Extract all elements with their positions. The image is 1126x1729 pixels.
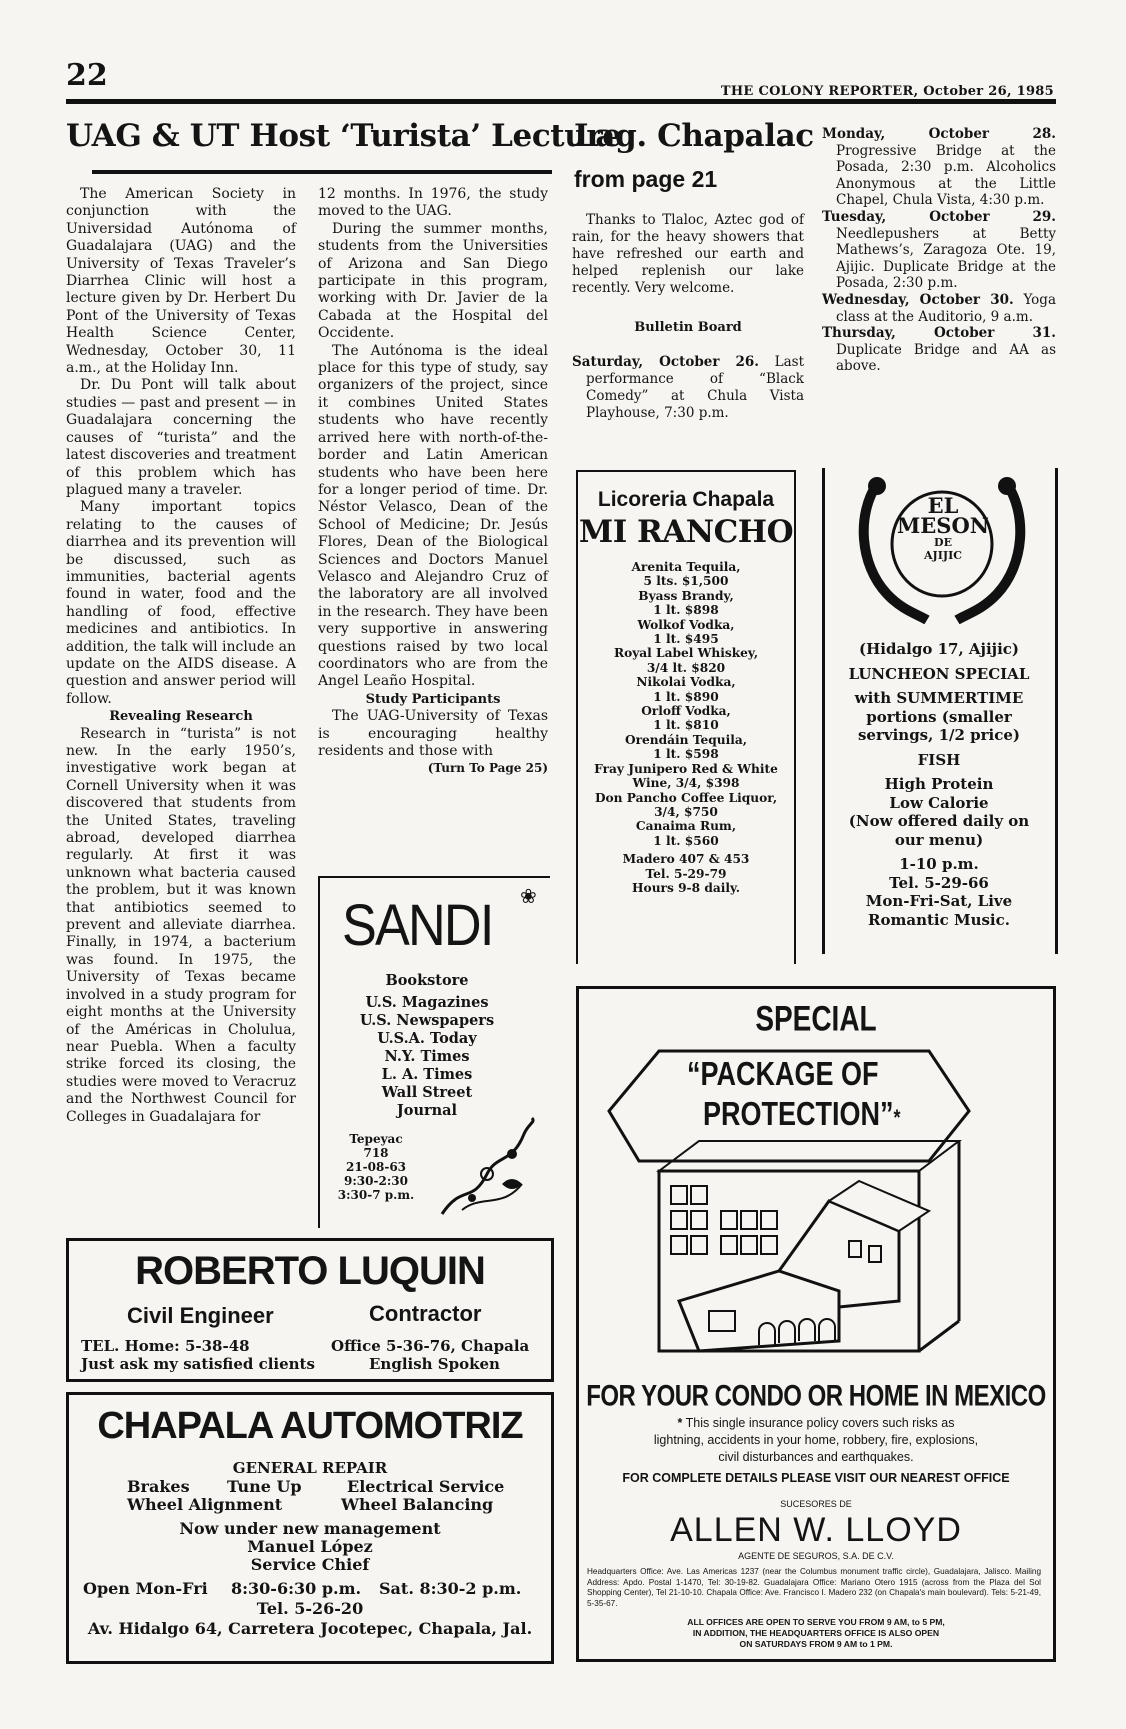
header-rule [66,99,1056,104]
meson-logo-line: AJIJIC [924,549,962,562]
subhead-study-participants: Study Participants [365,691,501,707]
rancho-item: Fray Junipero Red & White Wine, 3/4, $398 [594,761,778,791]
bulletin-event [822,126,1056,209]
insurance-special: SPECIAL [755,999,877,1038]
auto-service: Brakes [127,1477,190,1496]
insurance-headline: FOR YOUR CONDO OR HOME IN MEXICO [586,1379,1046,1413]
meson-calorie: Low Calorie [889,793,989,812]
headline-rule [92,170,552,174]
chapalac-from-page: from page 21 [574,166,718,192]
meson-logo-text [883,493,1003,562]
chapalac-intro: Thanks to Tlaloc, Aztec god of rain, for the heavy showers that have refreshed our earth and helped replenish our lake recently. Very welcome. [572,212,804,296]
rancho-address: Madero 407 & 453 [622,852,750,867]
luquin-role-2: Contractor [369,1301,482,1326]
fine-line: lightning, accidents in your home, robbery, fire, explosions, [653,1433,979,1447]
rancho-item: Orloff Vodka, 1 lt. $810 [641,704,731,733]
sandi-item: U.S.A. Today [377,1030,477,1047]
rancho-price-list [578,560,794,895]
article-column-1 [66,186,296,1126]
sandi-item: U.S. Magazines [365,994,489,1011]
event-day: Saturday, October 26. [572,354,759,370]
meson-with: with SUMMERTIME portions (smaller servings, 1/2 price) [854,689,1024,744]
rancho-item: Nikolai Vodka, 1 lt. $890 [636,675,736,704]
luquin-english: English Spoken [369,1355,500,1373]
rancho-item: Orendáin Tequila, 1 lt. $598 [624,732,747,762]
rancho-name: MI RANCHO [578,514,794,550]
meson-hours: 1-10 p.m. [899,855,979,873]
luquin-role-1: Civil Engineer [127,1303,274,1328]
auto-open: Open Mon-Fri [83,1579,208,1598]
auto-address: Av. Hidalgo 64, Carretera Jocotepec, Chapala, Jal. [87,1619,533,1638]
insurance-fine [579,1415,1053,1466]
auto-name: CHAPALA AUTOMOTRIZ [97,1405,523,1447]
insurance-offices: Headquarters Office: Ave. Las Americas 1237 (near the Columbus monument traffic circle), Guadalajara, Jalisco. Mailing Address: Apdo. Postal 1-1470, Tel: 30-19-82. Guadalajara Office: Mariano Otero 1915 (across from the Plaza del Sol Shopping Center), Tel 21-10-10. Chapala Office: Ave. Francisco I. Madero 232 (on Chapala's main boulevard). Tels: 5-21-49, 5-35-67. [587,1567,1041,1608]
sandi-address: Tepeyac 718 21-08-63 9:30-2:30 3:30-7 p.m. [337,1132,415,1202]
chapalac-body [572,212,804,422]
rancho-store-name: Licoreria Chapala [597,488,775,511]
auto-repair: GENERAL REPAIR [232,1459,388,1477]
fine-line: * This single insurance policy covers such risks as [677,1416,955,1430]
meson-fish: FISH [917,750,961,769]
meson-logo-line: DE [934,536,952,549]
auto-mgmt: Now under new management [179,1519,441,1538]
event-day: Wednesday, October 30. [822,291,1014,308]
article-column-2 [318,186,548,778]
snowflake-icon: ❀ [520,884,537,908]
event-day: Thursday, October 31. [822,325,1056,342]
auto-tel: Tel. 5-26-20 [256,1599,364,1618]
meson-address: (Hidalgo 17, Ajijic) [858,640,1020,658]
auto-sat: Sat. 8:30-2 p.m. [379,1579,522,1598]
bulletin-event [822,292,1056,325]
sandi-ad [318,876,550,1228]
auto-hours: 8:30-6:30 p.m. [231,1579,362,1598]
auto-service: Wheel Alignment [127,1495,283,1514]
rancho-hours: Hours 9-8 daily. [632,880,740,895]
sandi-item: N.Y. Times [384,1048,470,1065]
fish-head [868,477,886,495]
sandi-item: Wall Street Journal [381,1084,473,1119]
event-day: Tuesday, October 29. [822,208,1056,225]
luquin-name: ROBERTO LUQUIN [135,1249,485,1293]
bulletin-event [822,325,1056,375]
article-paragraph: During the summer months, students from the Universities of Arizona and San Diego participate in this program, working with Dr. Javier de la Cabada at the Hospital del Occidente. [318,220,548,342]
bulletin-event [572,354,804,422]
sandi-item: U.S. Newspapers [359,1012,495,1029]
auto-service: Electrical Service [347,1477,505,1496]
el-meson-ad [822,468,1058,954]
bulletin-event [822,209,1056,292]
meson-logo-line: EL [927,493,959,518]
meson-body [835,640,1043,929]
auto-service: Wheel Balancing [341,1495,494,1514]
masthead: THE COLONY REPORTER, October 26, 1985 [720,84,1054,99]
chapalac-body-2 [822,126,1056,375]
article-paragraph: Dr. Du Pont will talk about studies — past and present — in Guadalajara concerning the causes of “turista” and the latest discoveries and treatment of this problem which has plagued many a traveler. [66,377,296,498]
article-paragraph: Many important topics relating to the causes of diarrhea and its prevention will be discussed, such as immunities, bacterial agents found in water, food and the handling of food, effective medicines and antibiotics. In addition, the talk will include an update on the AIDS disease. A question and answer period will follow. [66,499,296,707]
flourish-ornament [432,1114,542,1224]
luquin-tel: TEL. Home: 5-38-48 [81,1337,250,1355]
article-paragraph: 12 months. In 1976, the study moved to the UAG. [318,186,548,220]
event-text: Last performance of “Black Comedy” at Chula Vista Playhouse, 7:30 p.m. [586,354,804,421]
article-paragraph: The Autónoma is the ideal place for this type of study, say organizers of the project, since it combines United States students who have recently arrived here with north-of-the-border and Latin American students who have been here for a longer period of time. Dr. Néstor Velasco, Dean of the School of Medicine; Dr. Jesús Flores, Dean of the Biological Sciences and Doctors Manuel Velasco and Alejandro Cruz of the laboratory are all involved in the research. They have been very supportive in answering questions raised by two local coordinators who are from the Angel Leaño Hospital. [318,342,548,690]
rancho-tel: Tel. 5-29-79 [645,866,727,881]
luquin-office: Office 5-36-76, Chapala [331,1337,530,1355]
luquin-ad [66,1238,554,1382]
event-day: Monday, October 28. [822,126,1056,142]
insurance-hours: ALL OFFICES ARE OPEN TO SERVE YOU FROM 9 AM, to 5 PM, IN ADDITION, THE HEADQUARTERS OFFICE IS ALSO OPEN ON SATURDAYS FROM 9 AM to 1 PM. [687,1617,945,1649]
fish-head [998,477,1016,495]
insurance-ad [576,986,1056,1662]
chapalac-headline: Lag. Chapalac [574,118,814,154]
package-line-2: PROTECTION”* [703,1095,901,1133]
sandi-kind: Bookstore [385,972,469,989]
rancho-item: Byass Brandy, 1 lt. $898 [638,588,734,618]
meson-logo-line: MESON [897,513,989,538]
meson-protein: High Protein [884,775,994,793]
meson-offered: (Now offered daily on our menu) [848,812,1030,849]
rancho-item: Arenita Tequila, 5 lts. $1,500 [631,560,741,589]
luquin-ask: Just ask my satisfied clients [81,1355,315,1373]
sandi-name: SANDI [342,893,493,958]
bulletin-board-title: Bulletin Board [634,320,742,335]
insurance-company: ALLEN W. LLOYD [670,1511,962,1549]
insurance-details: FOR COMPLETE DETAILS PLEASE VISIT OUR NEAREST OFFICE [622,1471,1010,1485]
page-number: 22 [66,58,108,93]
asterisk-icon: * [677,1416,683,1430]
asterisk-icon: * [893,1105,901,1130]
article-paragraph: The American Society in conjunction with the Universidad Autónoma of Guadalajara (UAG) and the University of Texas Traveler’s Diarrhea Clinic will host a lecture given by Dr. Herbert Du Pont of the University of Texas Health Science Center, Wednesday, October 30, 11 a.m., at the Holiday Inn. [66,186,296,377]
event-text: Duplicate Bridge and AA as above. [836,341,1056,375]
event-text: Needlepushers at Betty Mathews’s, Zaragoza Ote. 19, Ajijic. Duplicate Bridge at the Posada, 2:30 p.m. [836,225,1056,292]
sandi-item: L. A. Times [381,1066,473,1083]
insurance-sucesores: SUCESORES DE [780,1499,852,1509]
meson-music: Mon-Fri-Sat, Live Romantic Music. [865,892,1013,929]
rancho-item: Royal Label Whiskey, 3/4 lt. $820 [613,646,759,675]
meson-special: LUNCHEON SPECIAL [848,664,1030,683]
rancho-item: Don Pancho Coffee Liquor, 3/4, $750 [594,790,778,819]
article-paragraph: Research in “turista” is not new. In the early 1950’s, investigative work began at Cornell University when it was discovered that students from the United States, traveling abroad, developed diarrhea regularly. At first it was unknown what bacteria caused the problem, but it was known that antibiotics seemed to prevent and alleviate diarrhea. Finally, in 1974, a bacterium was found. In 1975, the University of Texas became involved in a study program for eight months at the University of the Américas in Cholulua, near Puebla. When a faculty strike forced its closing, the studies were moved to Veracruz and the Northwest Council for Colleges in Guadalajara for [66,725,296,1125]
rancho-item: Canaima Rum, 1 lt. $560 [635,819,737,848]
auto-manager: Manuel López [247,1537,373,1556]
meson-tel: Tel. 5-29-66 [889,873,989,892]
mi-rancho-ad [576,470,796,964]
package-line-1: “PACKAGE OF [687,1055,879,1093]
subhead-revealing-research: Revealing Research [109,709,253,725]
event-text: Yoga class at the Auditorio, 9 a.m. [836,291,1056,325]
fine-line: civil disturbances and earthquakes. [718,1450,914,1464]
article-headline: UAG & UT Host ‘Turista’ Lecture [66,118,622,154]
auto-service: Tune Up [227,1477,302,1496]
sandi-list [320,972,534,1120]
rancho-item: Wolkof Vodka, 1 lt. $495 [637,617,735,647]
automotriz-ad [66,1392,554,1664]
jump-line: (Turn To Page 25) [427,761,548,776]
auto-chief: Service Chief [250,1555,370,1574]
event-text: Progressive Bridge at the Posada, 2:30 p.m. Alcoholics Anonymous at the Little Chapel, Chula Vista, 4:30 p.m. [836,142,1056,209]
insurance-agente: AGENTE DE SEGUROS, S.A. DE C.V. [738,1551,894,1561]
article-paragraph: The UAG-University of Texas is encouraging healthy residents and those with [318,708,548,759]
